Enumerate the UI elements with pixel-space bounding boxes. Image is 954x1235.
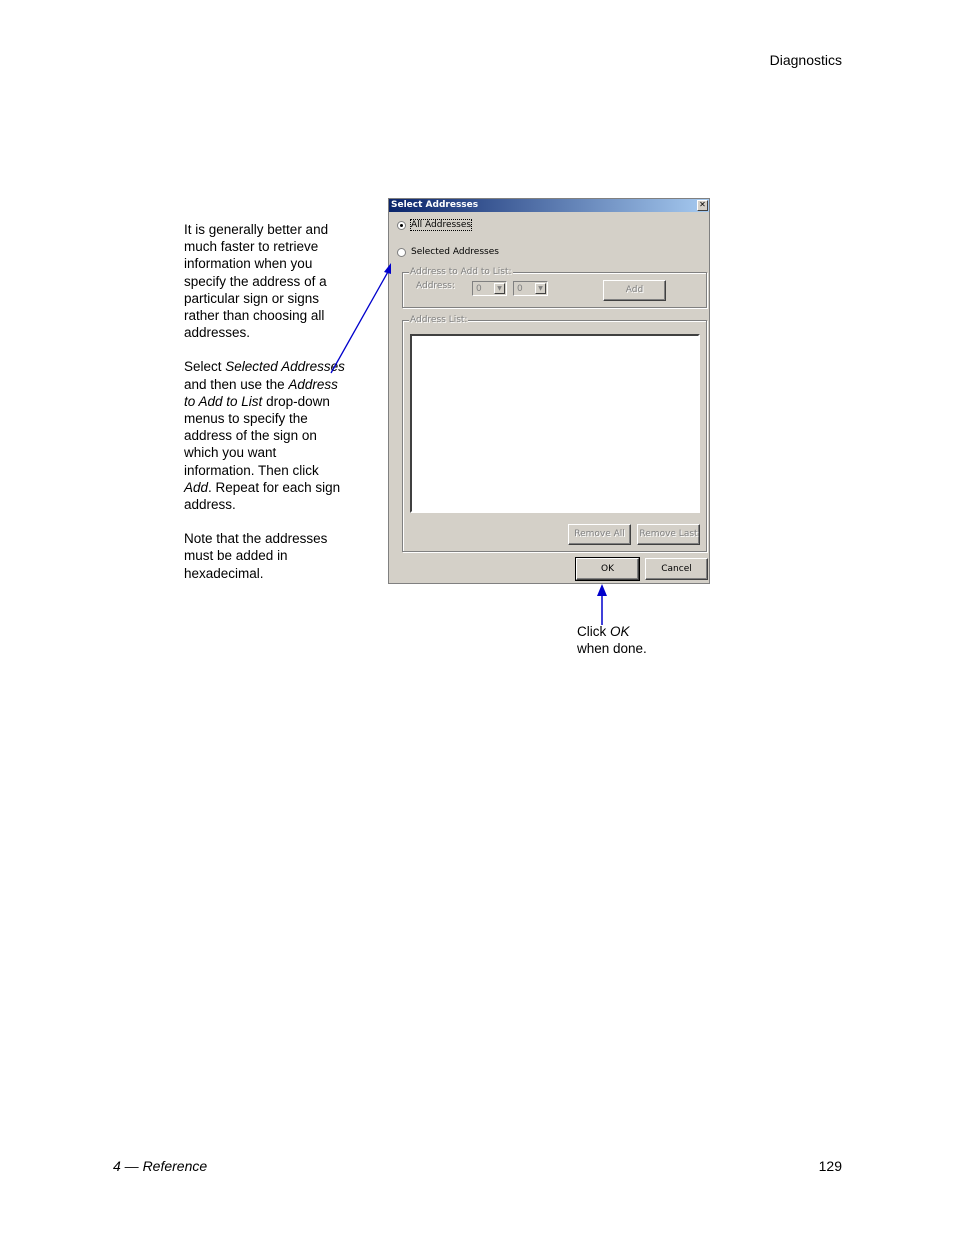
footer-chapter: 4 — Reference (113, 1158, 208, 1174)
radio-all-label[interactable]: All Addresses (411, 220, 472, 230)
note-emphasis: Address to Add to List (184, 376, 338, 409)
note-text: Select (184, 359, 226, 375)
note-text: drop-down menus to specify the address of the sign on which you want information. Then click (184, 393, 330, 478)
chevron-down-icon[interactable]: ▼ (535, 283, 546, 294)
note-text: . Repeat for each sign address. (184, 479, 341, 513)
note-paragraph-1: It is generally better and much faster to retrieve information when you specify the address of a particular sign or signs rather than choosing all addresses. (184, 222, 329, 341)
caption-emphasis: OK (610, 624, 630, 639)
chevron-down-icon[interactable]: ▼ (494, 283, 505, 294)
caption-text: Click (577, 624, 610, 639)
cancel-button[interactable]: Cancel (645, 558, 708, 580)
arrowhead-to-ok-button-icon (597, 584, 607, 596)
dialog-title: Select Addresses (391, 200, 479, 210)
note-emphasis: Selected Addresses (225, 359, 345, 375)
address-combo-1-value: 0 (476, 284, 482, 294)
ok-button[interactable]: OK (576, 558, 639, 580)
address-combo-2-value: 0 (517, 284, 523, 294)
remove-last-button[interactable]: Remove Last (637, 524, 700, 545)
add-button[interactable]: Add (603, 280, 666, 301)
running-header: Diagnostics (769, 52, 842, 68)
caption-text: when done. (577, 641, 647, 657)
radio-selected-label[interactable]: Selected Addresses (411, 247, 499, 257)
remove-all-button[interactable]: Remove All (568, 524, 631, 545)
note-text: and then use the (184, 376, 289, 392)
address-list-legend: Address List: (410, 315, 468, 325)
note-emphasis: Add (184, 479, 209, 495)
ok-caption (577, 623, 667, 657)
note-paragraph-3: Note that the addresses must be added in hexadecimal. (184, 531, 328, 581)
arrowhead-to-selected-addresses-icon (384, 263, 391, 274)
address-label: Address: (416, 281, 455, 291)
address-to-add-legend: Address to Add to List: (410, 267, 512, 277)
close-icon[interactable]: ✕ (697, 200, 708, 211)
arrow-to-selected-addresses (331, 270, 389, 373)
page-number: 129 (818, 1158, 842, 1174)
